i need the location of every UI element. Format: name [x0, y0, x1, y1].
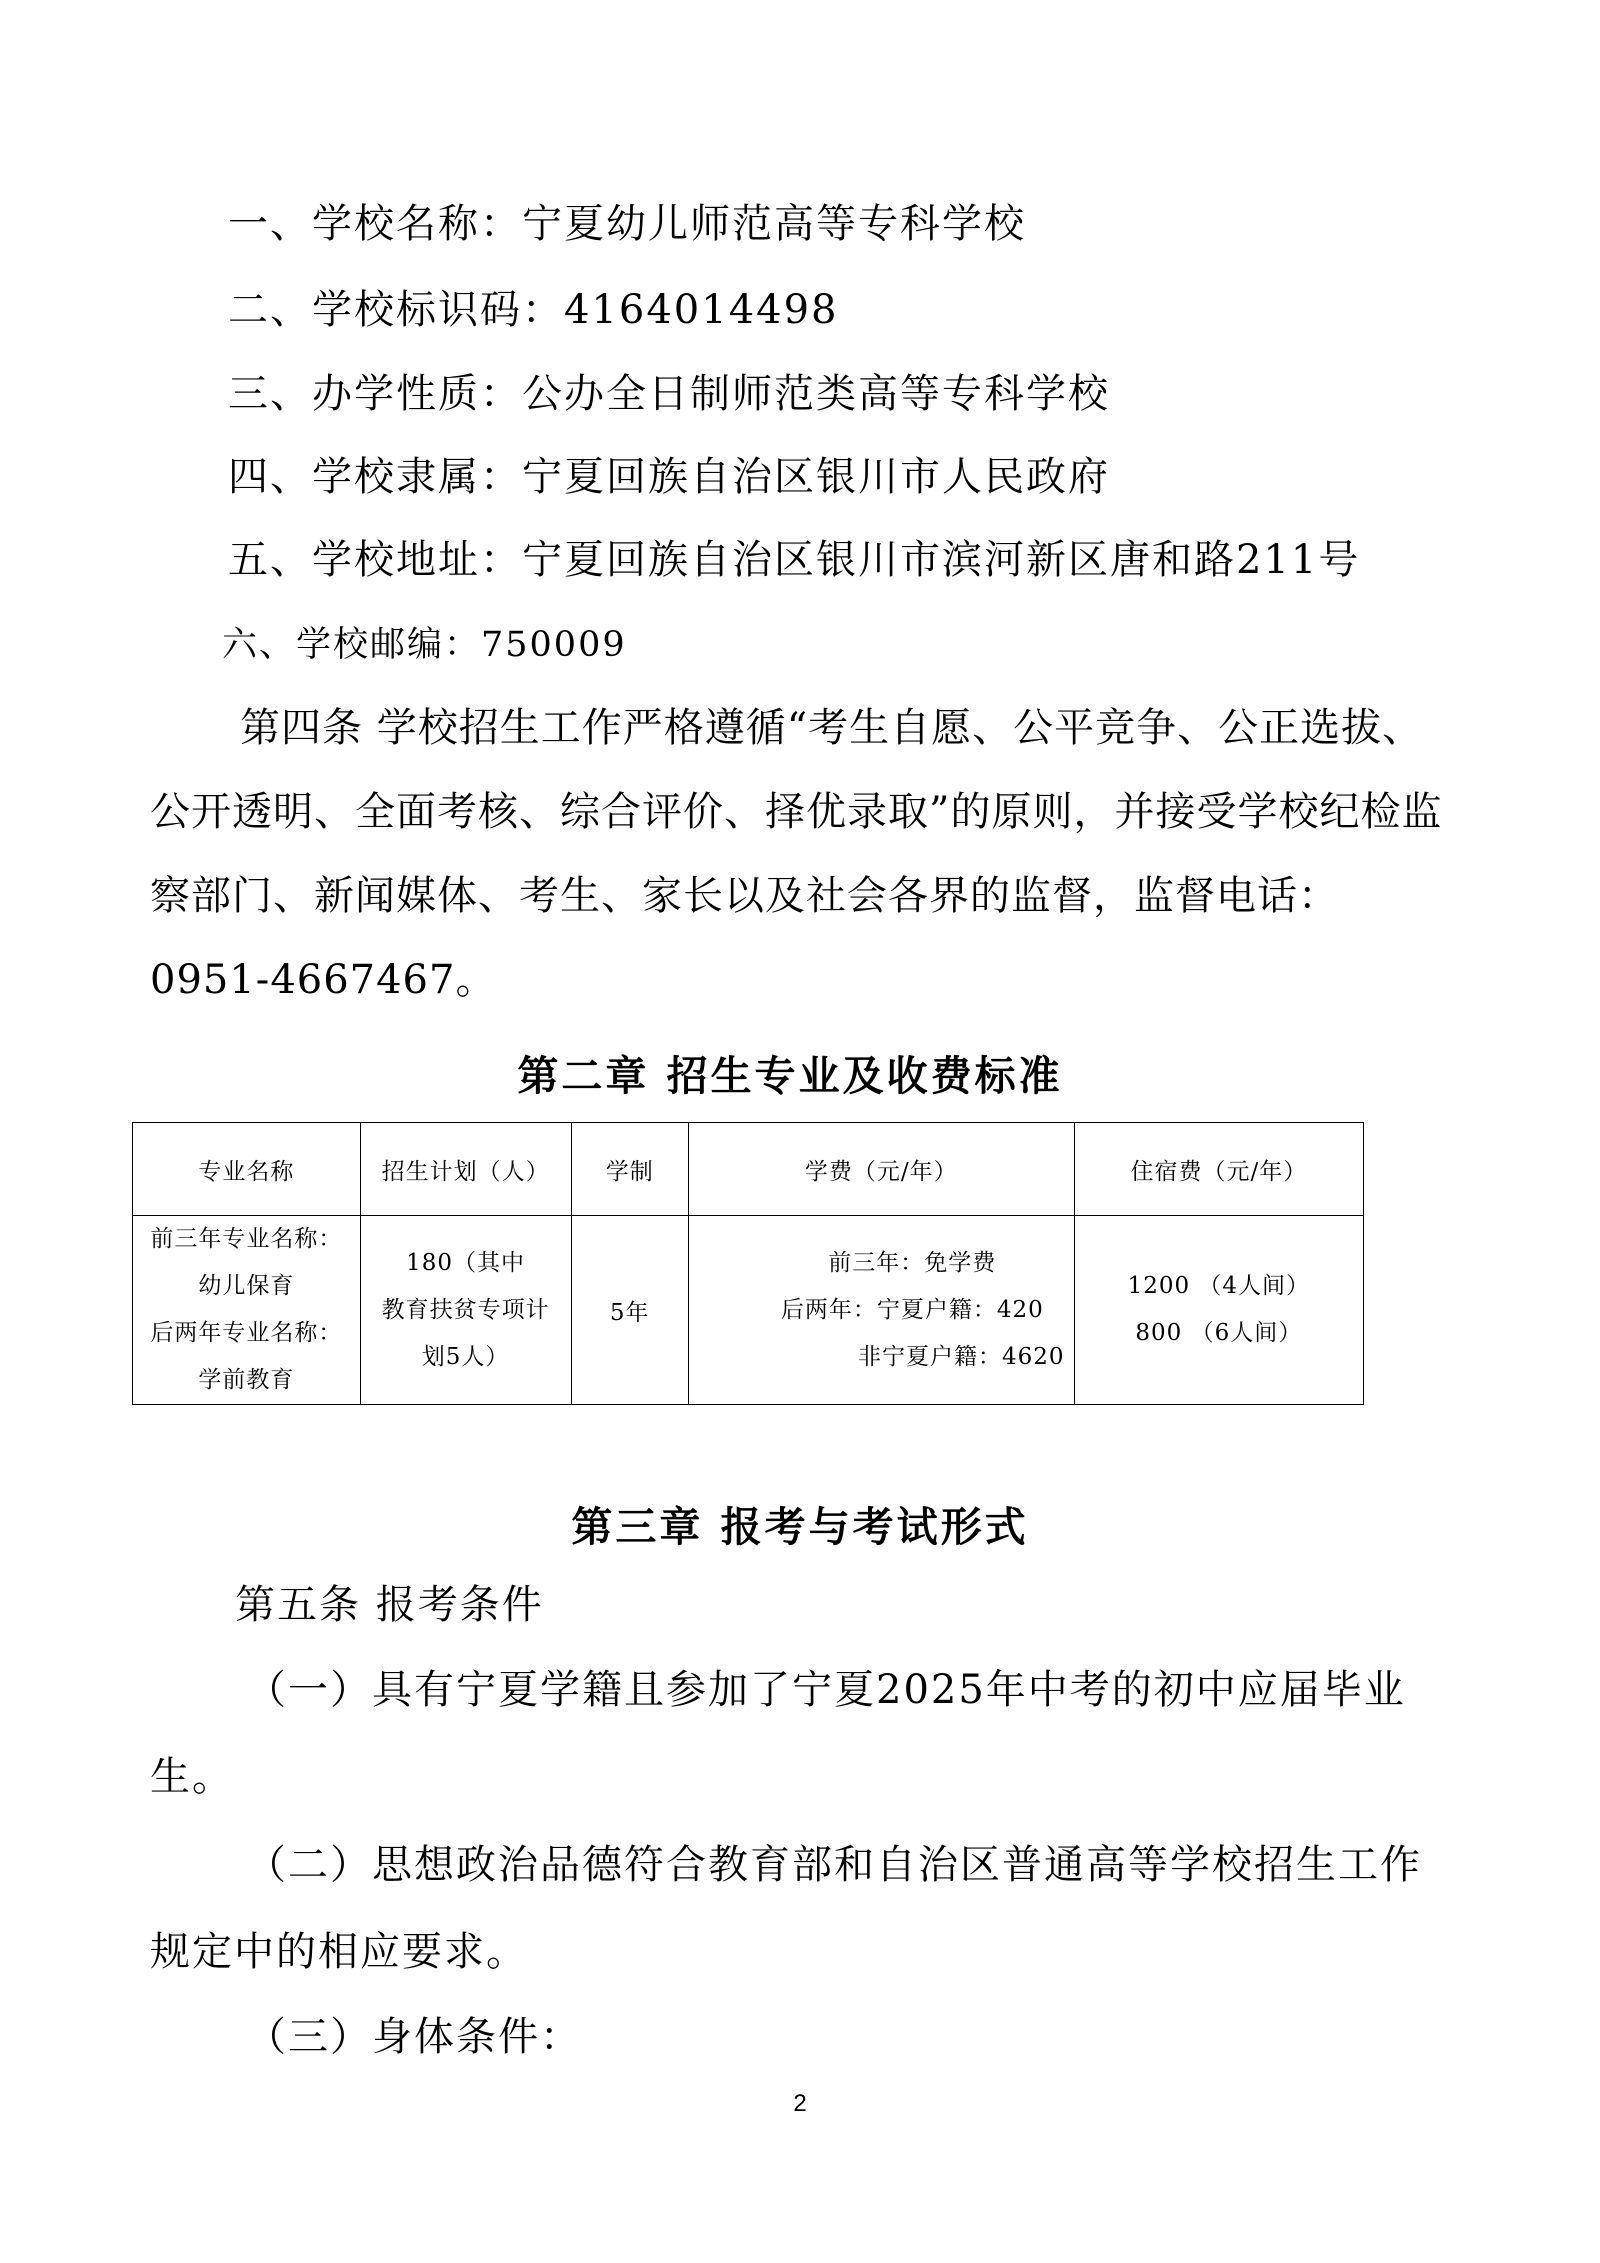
condition-3-line: （三）身体条件： [246, 2014, 582, 2060]
cell-major [133, 1216, 361, 1405]
table-row [133, 1216, 1364, 1405]
article-4-paragraph [150, 686, 1450, 1022]
table-header-row [133, 1123, 1364, 1216]
school-nature-line: 三、办学性质：公办全日制师范类高等专科学校 [228, 371, 1110, 417]
header-major: 专业名称 [133, 1123, 361, 1216]
major-line: 后两年专业名称： [150, 1320, 343, 1346]
condition-2-line-1: （二）思想政治品德符合教育部和自治区普通高等学校招生工作 [246, 1842, 1422, 1888]
major-line: 学前教育 [198, 1367, 295, 1393]
major-line: 前三年专业名称： [150, 1226, 343, 1252]
dorm-line: 800 （6人间） [1135, 1320, 1303, 1346]
school-postcode-line: 六、学校邮编：750009 [222, 625, 627, 665]
plan-line: 划5人） [421, 1343, 510, 1370]
school-affiliation-line: 四、学校隶属：宁夏回族自治区银川市人民政府 [228, 454, 1110, 500]
cell-tuition [688, 1216, 1074, 1405]
tuition-line: 后两年：宁夏户籍：420 [780, 1296, 1044, 1323]
school-address-line: 五、学校地址：宁夏回族自治区银川市滨河新区唐和路211号 [228, 537, 1361, 583]
school-name-line: 一、学校名称：宁夏幼儿师范高等专科学校 [228, 201, 1026, 247]
cell-duration: 5年 [571, 1216, 688, 1405]
header-tuition: 学费（元/年） [688, 1123, 1074, 1216]
page-number: 2 [793, 2090, 807, 2117]
chapter-2-title: 第二章 招生专业及收费标准 [517, 1052, 1063, 1100]
condition-1-line-1: （一）具有宁夏学籍且参加了宁夏2025年中考的初中应届毕业 [246, 1667, 1406, 1713]
school-code-line: 二、学校标识码：4164014498 [228, 287, 839, 333]
cell-plan [360, 1216, 571, 1405]
dorm-line: 1200 （4人间） [1127, 1273, 1311, 1299]
chapter-3-title: 第三章 报考与考试形式 [571, 1503, 1029, 1551]
article-5-heading: 第五条 报考条件 [235, 1582, 544, 1628]
tuition-line: 前三年：免学费 [828, 1249, 997, 1276]
header-plan: 招生计划（人） [360, 1123, 571, 1216]
article-4-text: 第四条 学校招生工作严格遵循“考生自愿、公平竞争、公正选拔、公开透明、全面考核、综合评价、择优录取”的原则，并接受学校纪检监察部门、新闻媒体、考生、家长以及社会各界的监督，监督电话：0951-4667467。 [150, 705, 1443, 1003]
plan-line: 180（其中 [406, 1249, 526, 1276]
condition-2-line-2: 规定中的相应要求。 [150, 1929, 528, 1975]
header-duration: 学制 [571, 1123, 688, 1216]
plan-line: 教育扶贫专项计 [381, 1296, 550, 1323]
condition-1-line-2: 生。 [150, 1754, 234, 1800]
header-dorm: 住宿费（元/年） [1074, 1123, 1363, 1216]
major-line: 幼儿保育 [198, 1273, 295, 1299]
cell-dorm [1074, 1216, 1363, 1405]
tuition-line: 非宁夏户籍：4620 [858, 1343, 1065, 1370]
enrollment-fee-table [132, 1122, 1364, 1405]
